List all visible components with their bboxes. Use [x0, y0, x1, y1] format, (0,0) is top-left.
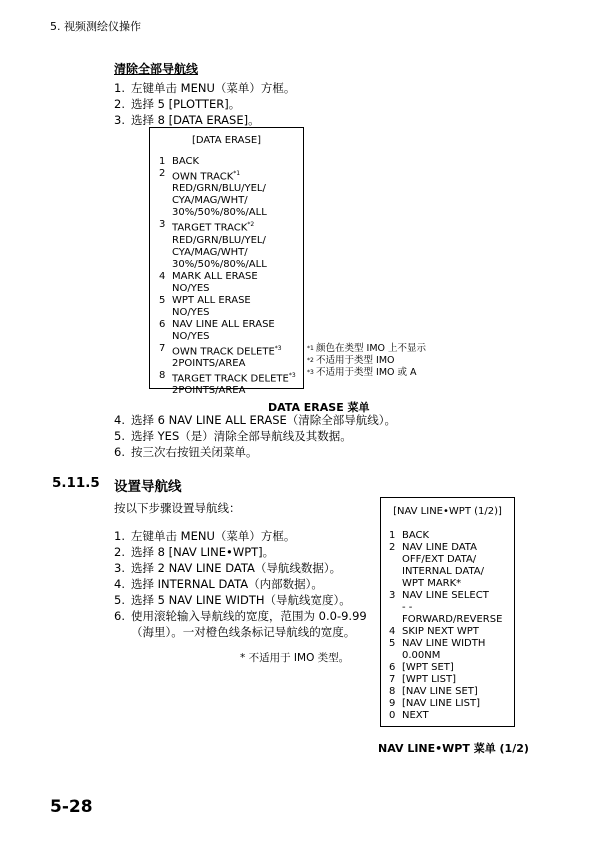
section-title-set: 设置导航线 [114, 479, 182, 495]
step-number: 2. [114, 545, 125, 559]
menu-item-label: INTERNAL DATA/ [402, 566, 485, 577]
menu-item-label: 30%/50%/80%/ALL [172, 207, 267, 219]
menu-item [159, 307, 296, 319]
menu-item [159, 156, 296, 168]
menu-item-label: NO/YES [172, 330, 210, 342]
menu-item-note-mark: *3 [288, 371, 296, 379]
section-title-erase: 清除全部导航线 [114, 62, 199, 76]
menu-item-number: 6 [389, 662, 396, 673]
step-number: 4. [114, 577, 125, 591]
step-number: 4. [114, 413, 125, 427]
menu-item-label: 2POINTS/AREA [172, 357, 246, 369]
step-text: 选择 INTERNAL DATA（内部数据）。 [131, 577, 323, 591]
note-item [307, 355, 426, 367]
page-number: 5-28 [50, 797, 93, 817]
menu-item-number: 4 [389, 626, 396, 637]
section-heading-5-11-5 [52, 475, 182, 495]
step-text: （海里）。一对橙色线条标记导航线的宽度。 [131, 625, 356, 639]
note-mark: *2 [307, 357, 314, 364]
menu-item-label: [NAV LINE SET] [402, 686, 478, 697]
menu-item [389, 578, 502, 590]
menu-item-number: 2 [389, 542, 396, 553]
menu-item [159, 295, 296, 307]
data-erase-menu-items [159, 156, 296, 397]
menu-item [389, 686, 502, 698]
menu-item [159, 183, 296, 195]
step-item [114, 624, 367, 640]
step-number: 5. [114, 593, 125, 607]
nav-line-wpt-menu-title: [NAV LINE•WPT (1/2)] [393, 506, 502, 517]
menu-item-number: 7 [159, 342, 166, 354]
step-number: 1. [114, 529, 125, 543]
set-steps [114, 528, 367, 640]
menu-item [159, 358, 296, 370]
menu-item [159, 259, 296, 271]
menu-item-label: FORWARD/REVERSE [402, 614, 503, 625]
menu-item [159, 168, 296, 183]
step-item [114, 608, 367, 624]
menu-item [389, 650, 502, 662]
step-item [114, 444, 396, 460]
menu-item-label: NO/YES [172, 282, 210, 294]
menu-item-label: BACK [172, 156, 200, 167]
step-item [114, 428, 396, 444]
menu-item [159, 207, 296, 219]
menu-item-number: 0 [389, 710, 396, 721]
menu-item-label: OWN TRACK$^{*1}$ [172, 170, 241, 183]
menu-item-note-mark: *1 [233, 170, 241, 177]
step-text: 选择 YES（是）清除全部导航线及其数据。 [131, 429, 352, 443]
menu-item [159, 370, 296, 385]
menu-item-label: NAV LINE SELECT [402, 590, 489, 601]
step-item [114, 528, 367, 544]
menu-item-number [389, 554, 402, 566]
menu-item-label: WPT MARK* [402, 578, 462, 589]
menu-item [389, 554, 502, 566]
menu-item-number [389, 578, 402, 590]
menu-item-number: 3 [389, 590, 396, 601]
menu-item-label: NAV LINE WIDTH [402, 638, 486, 649]
menu-item-number: 1 [389, 530, 396, 541]
menu-item-label: CYA/MAG/WHT/ [172, 195, 248, 207]
menu-item-number [159, 183, 172, 195]
menu-item [159, 385, 296, 397]
menu-item [159, 283, 296, 295]
running-header: 5. 视频测绘仪操作 [50, 20, 141, 33]
menu-item-label: MARK ALL ERASE [172, 270, 258, 282]
menu-item [159, 343, 296, 358]
menu-item-label: [NAV LINE LIST] [402, 698, 480, 709]
step-text: 选择 8 [NAV LINE•WPT]。 [131, 545, 275, 559]
menu-item [159, 235, 296, 247]
menu-item [389, 566, 502, 578]
menu-item-number [159, 385, 172, 397]
menu-item-label: 0.00NM [402, 650, 441, 661]
menu-item [159, 219, 296, 234]
menu-item-label: 2POINTS/AREA [172, 385, 246, 397]
data-erase-menu-title: [DATA ERASE] [191, 135, 262, 146]
step-number [114, 624, 131, 640]
step-item [114, 112, 295, 128]
section-number: 5.11.5 [52, 475, 100, 491]
menu-item-number [159, 247, 172, 259]
step-item [114, 412, 396, 428]
menu-item-number: 2 [159, 168, 166, 179]
nav-line-wpt-caption: NAV LINE•WPT 菜单 (1/2) [378, 742, 529, 755]
menu-item [389, 698, 502, 710]
step-text: 左键单击 MENU（菜单）方框。 [131, 529, 296, 543]
note-text: 不适用于类型 IMO [316, 355, 395, 366]
menu-item-label: 30%/50%/80%/ALL [172, 258, 267, 270]
step-text: 选择 8 [DATA ERASE]。 [131, 113, 260, 127]
menu-item [389, 542, 502, 554]
step-text: 选择 5 NAV LINE WIDTH（导航线宽度）。 [131, 593, 351, 607]
footnote: * 不适用于 IMO 类型。 [240, 652, 350, 664]
step-text: 左键单击 MENU（菜单）方框。 [131, 81, 296, 95]
data-erase-caption: DATA ERASE 菜单 [268, 401, 370, 414]
menu-item-number: 8 [389, 686, 396, 697]
step-item [114, 96, 295, 112]
menu-item-label: [WPT LIST] [402, 674, 456, 685]
menu-item [389, 602, 502, 614]
step-item [114, 544, 367, 560]
menu-item-number [389, 650, 402, 662]
menu-item-label: WPT ALL ERASE [172, 294, 251, 306]
step-text: 按三次右按钮关闭菜单。 [131, 445, 258, 459]
note-item [307, 367, 426, 379]
menu-item-number: 5 [159, 294, 166, 306]
step-item [114, 80, 295, 96]
menu-item-label: RED/GRN/BLU/YEL/ [172, 183, 266, 195]
menu-item-number: 1 [159, 156, 166, 167]
step-number: 3. [114, 113, 125, 127]
menu-item [389, 614, 502, 626]
menu-item-label: [WPT SET] [402, 662, 454, 673]
menu-item-label: TARGET TRACK DELETE$^{*3}$ [172, 371, 296, 385]
menu-item-note-mark: *3 [274, 344, 282, 352]
menu-item [389, 626, 502, 638]
menu-item-number [159, 283, 172, 295]
menu-item-number: 7 [389, 674, 396, 685]
menu-item-number [159, 235, 172, 247]
nav-line-wpt-menu-box [380, 497, 515, 727]
menu-item-number [389, 602, 402, 614]
menu-item-label: NO/YES [172, 306, 210, 318]
menu-notes [307, 343, 426, 379]
note-item [307, 343, 426, 355]
section-intro: 按以下步骤设置导航线： [114, 501, 241, 515]
erase-steps-a [114, 80, 295, 128]
menu-item-label: RED/GRN/BLU/YEL/ [172, 234, 266, 246]
step-item [114, 576, 367, 592]
menu-item [389, 638, 502, 650]
menu-item-label: OWN TRACK DELETE$^{*3}$ [172, 344, 282, 357]
nav-line-wpt-menu-items [389, 530, 502, 722]
menu-item [159, 331, 296, 343]
step-number: 6. [114, 609, 125, 623]
menu-item-number [159, 331, 172, 343]
menu-item [159, 271, 296, 283]
menu-item [159, 319, 296, 331]
note-text: 不适用于类型 IMO 或 A [316, 367, 417, 378]
menu-item [389, 662, 502, 674]
menu-item-number [159, 259, 172, 271]
menu-item-number: 5 [389, 638, 396, 649]
menu-item-number: 4 [159, 270, 166, 282]
menu-item-label: NAV LINE ALL ERASE [172, 318, 275, 330]
step-number: 1. [114, 81, 125, 95]
data-erase-menu-box [149, 127, 304, 397]
note-mark: *1 [307, 345, 314, 352]
menu-item-number: 8 [159, 369, 166, 381]
step-number: 3. [114, 561, 125, 575]
step-item [114, 560, 367, 576]
erase-steps-b [114, 412, 396, 460]
menu-item [389, 530, 502, 542]
menu-item-number [159, 195, 172, 207]
note-text: 颜色在类型 IMO 上不显示 [316, 343, 427, 354]
step-text: 选择 5 [PLOTTER]。 [131, 97, 241, 111]
menu-item-number [159, 358, 172, 370]
menu-item [159, 195, 296, 207]
menu-item-number [159, 307, 172, 319]
note-mark: *3 [307, 369, 314, 376]
menu-item-label: NAV LINE DATA [402, 542, 477, 553]
menu-item-number [389, 566, 402, 578]
menu-item [389, 674, 502, 686]
step-number: 5. [114, 429, 125, 443]
menu-item-number: 6 [159, 318, 166, 330]
menu-item-label: - - [402, 602, 413, 613]
menu-item-label: BACK [402, 530, 430, 541]
step-number: 2. [114, 97, 125, 111]
menu-item [389, 710, 502, 722]
menu-item-label: NEXT [402, 710, 429, 721]
step-text: 使用滚轮输入导航线的宽度，范围为 0.0-9.99 [131, 609, 367, 623]
menu-item-number: 3 [159, 219, 166, 231]
step-item [114, 592, 367, 608]
menu-item-label: CYA/MAG/WHT/ [172, 246, 248, 258]
step-text: 选择 2 NAV LINE DATA（导航线数据）。 [131, 561, 342, 575]
menu-item [389, 590, 502, 602]
menu-item-number: 9 [389, 698, 396, 709]
menu-item-note-mark: *2 [247, 221, 255, 229]
menu-item-label: OFF/EXT DATA/ [402, 554, 477, 565]
menu-item-label: TARGET TRACK$^{*2}$ [172, 221, 255, 234]
menu-item-number [159, 207, 172, 219]
step-text: 选择 6 NAV LINE ALL ERASE（清除全部导航线）。 [131, 413, 397, 427]
step-number: 6. [114, 445, 125, 459]
menu-item-label: SKIP NEXT WPT [402, 626, 479, 637]
menu-item-number [389, 614, 402, 626]
menu-item [159, 247, 296, 259]
